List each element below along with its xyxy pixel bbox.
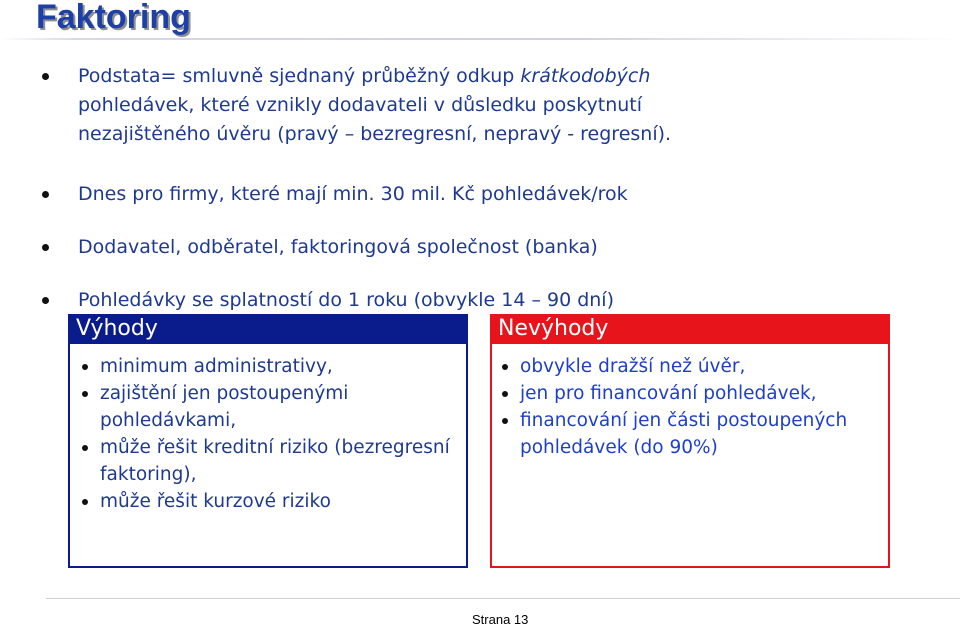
list-item: může řešit kreditní riziko (bezregresní faktoring), bbox=[74, 434, 454, 488]
bullet-dot bbox=[82, 499, 88, 505]
list-item: financování jen části postoupených pohledávek (do 90%) bbox=[494, 407, 886, 461]
title-divider bbox=[0, 38, 960, 40]
bullet-item-maturity: Pohledávky se splatností do 1 roku (obvykle 14 – 90 dní) bbox=[78, 289, 614, 311]
page-number: Strana 13 bbox=[472, 612, 529, 627]
list-item: může řešit kurzové riziko bbox=[74, 488, 454, 515]
bullet-dot bbox=[502, 418, 508, 424]
list-item: jen pro financování pohledávek, bbox=[494, 380, 886, 407]
disadvantages-heading: Nevýhody bbox=[490, 314, 890, 344]
emphasis-short-term: krátkodobých bbox=[520, 65, 651, 87]
list-item: minimum administrativy, bbox=[74, 353, 454, 380]
slide-title: Faktoring bbox=[36, 0, 191, 36]
footer-divider bbox=[46, 598, 960, 599]
bullet-item-parties: Dodavatel, odběratel, faktoringová společnost (banka) bbox=[78, 236, 598, 258]
bullet-dot bbox=[82, 391, 88, 397]
bullet-dot bbox=[42, 244, 49, 251]
bullet-dot bbox=[42, 73, 49, 80]
bullet-dot bbox=[42, 191, 49, 198]
bullet-dot bbox=[42, 297, 49, 304]
bullet-dot bbox=[82, 445, 88, 451]
bullet-dot bbox=[502, 364, 508, 370]
bullet-item-firms: Dnes pro firmy, které mají min. 30 mil. Kč pohledávek/rok bbox=[78, 183, 628, 205]
bullet-dot bbox=[82, 364, 88, 370]
advantages-heading: Výhody bbox=[68, 314, 468, 344]
advantages-list bbox=[74, 353, 454, 515]
list-item: zajištění jen postoupenými pohledávkami, bbox=[74, 380, 454, 434]
disadvantages-list bbox=[494, 353, 886, 461]
bullet-dot bbox=[502, 391, 508, 397]
list-item: obvykle dražší než úvěr, bbox=[494, 353, 886, 380]
bullet-item-definition: Podstata= smluvně sjednaný průběžný odkup krátkodobých pohledávek, které vznikly dodavateli v důsledku poskytnutí nezajištěného úvěru (pravý – bezregresní, nepravý - regresní). bbox=[78, 65, 672, 145]
